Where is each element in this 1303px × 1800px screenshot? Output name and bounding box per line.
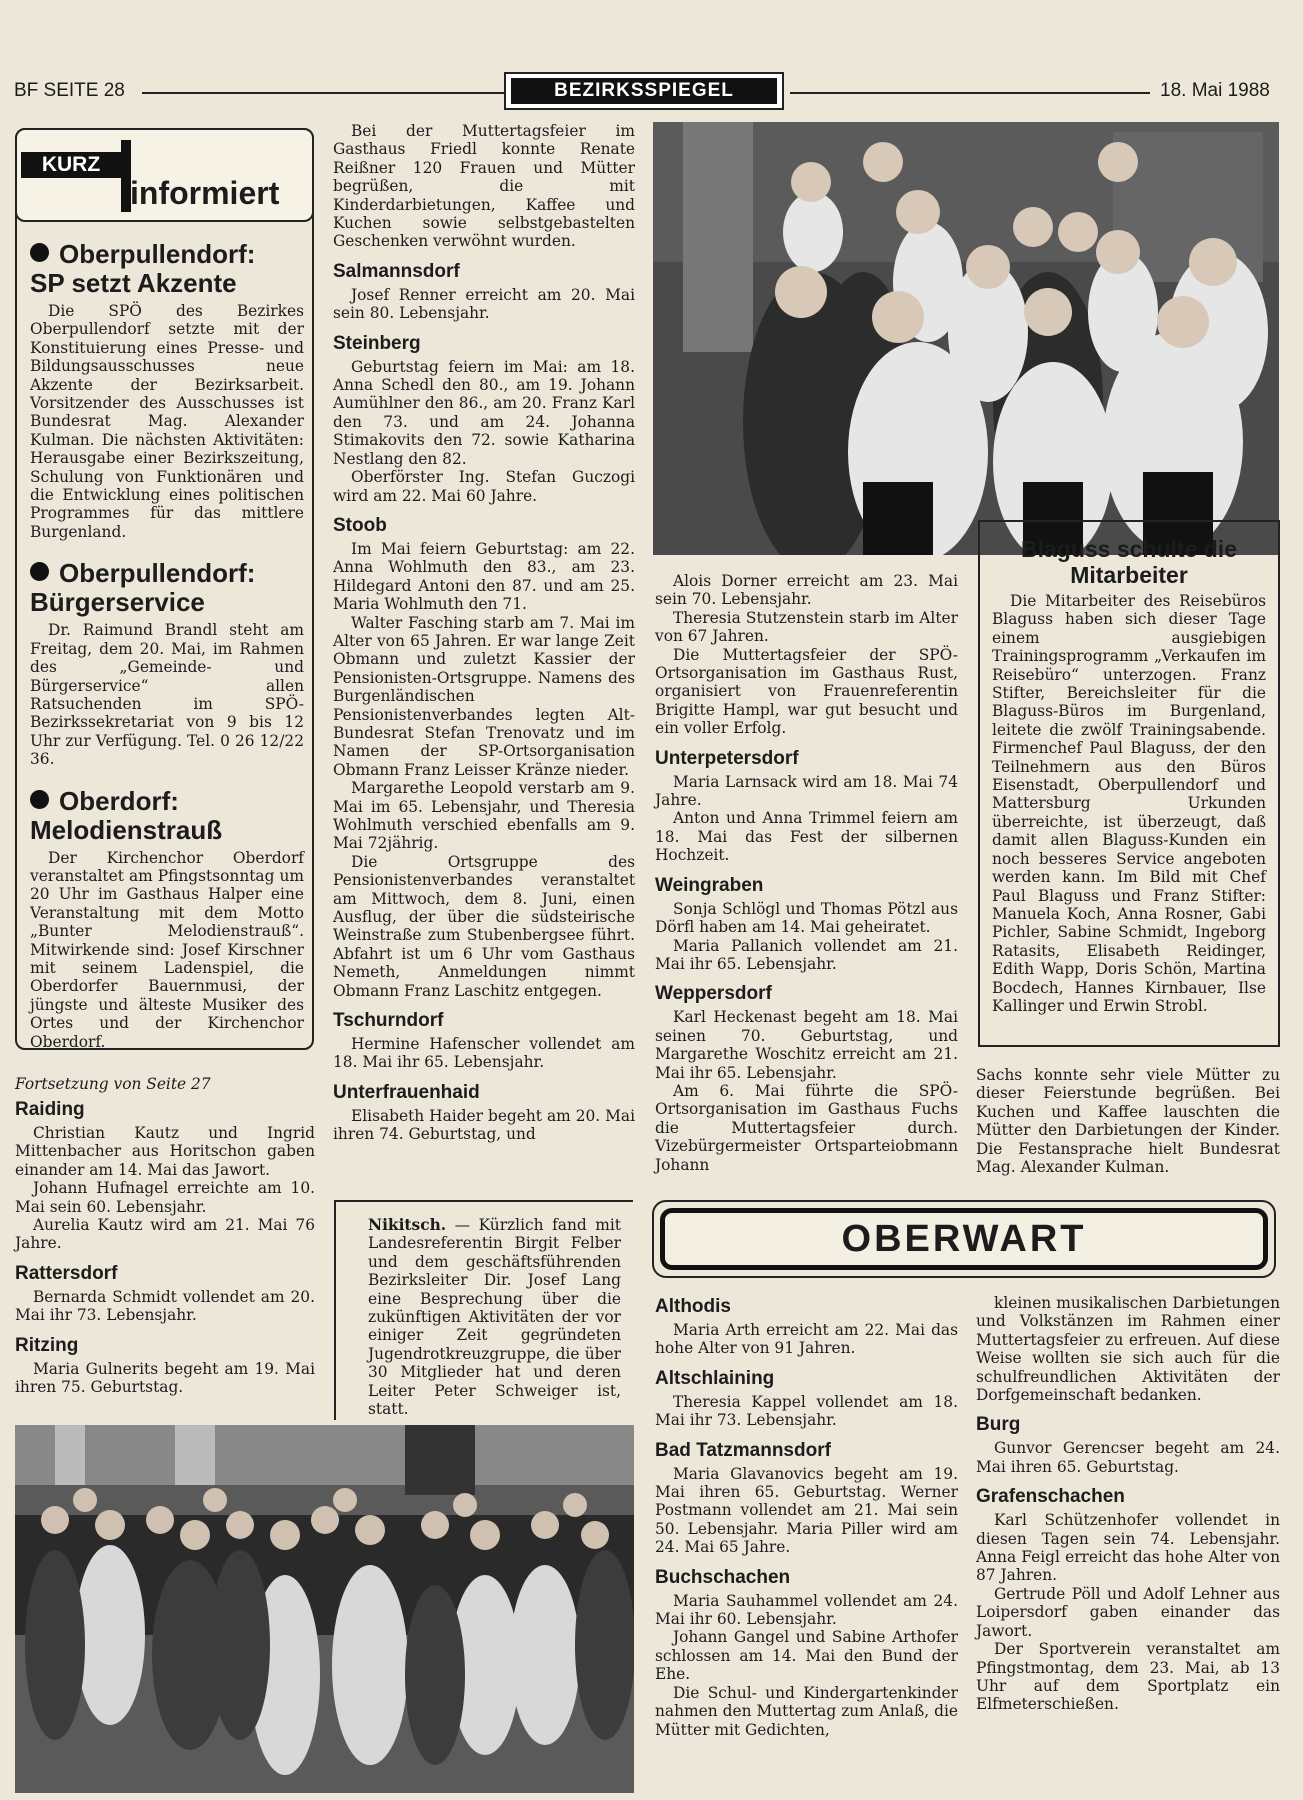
kurz-item-headline: Bürgerservice [30, 587, 205, 618]
page-number: BF SEITE 28 [14, 80, 125, 101]
article-section [333, 333, 635, 505]
section-heading: Steinberg [333, 332, 421, 354]
photo-youth-group [15, 1425, 634, 1793]
header-rule-right [790, 92, 1150, 94]
paragraph: Im Mai feiern Geburtstag: am 22. Anna Wohlmuth den 83., am 23. Hildegard Antoni den 87. und am 25. Maria Wohlmuth den 71. [333, 539, 635, 614]
section-body [655, 773, 958, 865]
section-heading: Grafenschachen [976, 1486, 1125, 1508]
bullet-icon [30, 790, 49, 809]
section-heading: Unterpetersdorf [655, 747, 799, 769]
paragraph: Hermine Hafenscher vollendet am 18. Mai ihr 65. Lebensjahr. [333, 1035, 635, 1072]
section-heading: Burg [976, 1414, 1021, 1436]
section-heading: Salmannsdorf [333, 260, 460, 282]
section-heading: Althodis [655, 1296, 731, 1317]
article-section [15, 1335, 315, 1397]
article-section [655, 1567, 958, 1739]
article-section [333, 1082, 635, 1144]
paragraph: Christian Kautz und Ingrid Mittenbacher aus Horitschon gaben einander am 14. Mai das Jawort. [15, 1124, 315, 1179]
paragraph: Maria Pallanich vollendet am 21. Mai ihr 65. Lebensjahr. [655, 936, 958, 973]
paragraph: Maria Larnsack wird am 18. Mai 74 Jahre. [655, 772, 958, 810]
paragraph: kleinen musikalischen Darbietungen und Volkstänzen im Rahmen einer Muttertagsfeier zu erfreuen. Auf diese Weise wollten sie sich auch für die schulfreundlichen Aktivitäten der Dorfgemeinschaft bedanken. [976, 1294, 1280, 1405]
paragraph: Johann Gangel und Sabine Arthofer schlossen am 14. Mai den Bund der Ehe. [655, 1628, 958, 1684]
paragraph: Am 6. Mai führte die SPÖ-Ortsorganisation im Gasthaus Fuchs die Muttertagsfeier durch. Vizebürgermeister Ortsparteiobmann Johann [655, 1081, 958, 1174]
section-body [655, 1592, 958, 1739]
section-body [15, 1124, 315, 1253]
col1-lower [15, 1075, 315, 1396]
oberwart-left [655, 1296, 958, 1739]
article-section [976, 1414, 1280, 1476]
section-body [655, 900, 958, 974]
paragraph: Maria Gulnerits begeht am 19. Mai ihren 75. Geburtstag. [15, 1359, 315, 1397]
kurz-item-headline: Oberpullendorf: [59, 239, 256, 269]
article-section [655, 1440, 958, 1557]
bullet-icon [30, 243, 49, 262]
section-body [333, 1107, 635, 1144]
article-section [333, 515, 635, 1000]
paragraph: Sonja Schlögl und Thomas Pötzl aus Dörfl haben am 14. Mai geheiratet. [655, 899, 958, 937]
article-section [976, 1486, 1280, 1713]
nikitsch-body: — Kürzlich fand mit Landesreferentin Birgit Felber und dem geschäftsführenden Bezirksleiter Dir. Josef Lang eine Besprechung über die zukünftigen Aktivitäten der vor einiger Zeit gegründeten Jugendrotkreuzgruppe, die über 30 Mitglieder hat und deren Leiter Peter Schweiger ist, statt. [368, 1216, 621, 1419]
oberwart-banner [652, 1200, 1276, 1278]
blaguss-box [978, 520, 1280, 1047]
paragraph: Karl Heckenast begeht am 18. Mai seinen 70. Geburtstag, und Margarethe Woschitz erreicht am 21. Mai ihr 65. Lebensjahr. [655, 1008, 958, 1082]
paragraph: Anton und Anna Trimmel feiern am 18. Mai das Fest der silbernen Hochzeit. [655, 809, 958, 865]
kurz-item-1 [30, 240, 304, 541]
col3-upper [655, 572, 958, 1174]
paragraph: Gunvor Gerencser begeht am 24. Mai ihren 65. Geburtstag. [976, 1439, 1280, 1476]
nikitsch-lead: Nikitsch. [368, 1216, 447, 1234]
paragraph: Geburtstag feiern im Mai: am 18. Anna Schedl den 80., am 19. Johann Aumühlner den 86., am 20. Franz Karl den 73. und am 24. Johanna Stimakovits den 72. sowie Katharina Nestlang den 82. [333, 357, 635, 468]
article-section [333, 122, 635, 251]
oberwart-title: OBERWART [841, 1217, 1087, 1260]
blaguss-text: Die Mitarbeiter des Reisebüros Blaguss haben sich dieser Tage einem ausgiebigen Trainingsprogramm „Verkaufen im Reisebüro“ unterzogen. Franz Stifter, Bereichsleiter für die Blaguss-Büros im Burgenland, leitete die zwölf Trainingsabende. Firmenchef Paul Blaguss, der den Teilnehmern aus den Büros Eisenstadt, Oberpullendorf und Mattersburg Urkunden überreichte, ist überzeugt, daß damit allen Blaguss-Kunden ein noch besseres Service angeboten werden kann. Im Bild mit Chef Paul Blaguss und Franz Stifter: Manuela Koch, Anna Rosner, Gabi Pichler, Sabine Schmidt, Ingeborg Ratasits, Elisabeth Reidinger, Edith Wapp, Doris Schön, Martina Bocdech, Hannes Kirnbauer, Ilse Kallinger und Erwin Strobl. [992, 592, 1266, 1015]
nikitsch-box [334, 1200, 633, 1420]
paragraph: Bernarda Schmidt vollendet am 20. Mai ihr 73. Lebensjahr. [15, 1287, 315, 1325]
kurz-item-text: Dr. Raimund Brandl steht am Freitag, dem 20. Mai, im Rahmen des „Gemeinde- und Bürgerservice“ allen Ratsuchenden im SPÖ-Bezirkssekretariat von 9 bis 12 Uhr zur Verfügung. Tel. 0 26 12/22 36. [30, 621, 304, 769]
section-body [655, 1393, 958, 1430]
article-section [976, 1294, 1280, 1404]
section-body [655, 1465, 958, 1557]
section-heading: Raiding [15, 1099, 85, 1120]
paragraph: Alois Dorner erreicht am 23. Mai sein 70. Lebensjahr. [655, 572, 958, 609]
kurz-item-3 [30, 787, 304, 1051]
paragraph: Theresia Kappel vollendet am 18. Mai ihr 73. Lebensjahr. [655, 1392, 958, 1430]
photo-youth-image [15, 1425, 634, 1793]
article-section [655, 1368, 958, 1430]
section-body [976, 1439, 1280, 1476]
kurz-item-headline: SP setzt Akzente [30, 268, 237, 298]
blaguss-headline: Blaguss schulte die Mitarbeiter [1020, 536, 1237, 588]
photo-blaguss-group [653, 122, 1279, 555]
paragraph: Elisabeth Haider begeht am 20. Mai ihren 74. Geburtstag, und [333, 1106, 635, 1144]
header-rule-left [142, 92, 504, 94]
article-section [333, 1010, 635, 1072]
kurz-item-headline: Melodienstrauß [30, 814, 223, 845]
kurz-tag: KURZ [21, 152, 121, 178]
paragraph: Gertrude Pöll und Adolf Lehner aus Loipersdorf gaben einander das Jawort. [976, 1584, 1280, 1640]
paragraph: Maria Glavanovics begeht am 19. Mai ihren 65. Geburtstag. Werner Postmann vollendet am 21. Mai sein 50. Lebensjahr. Maria Piller wird am 24. Mai 65 Jahre. [655, 1464, 958, 1557]
kurz-items [30, 232, 304, 1051]
paragraph: Josef Renner erreicht am 20. Mai sein 80. Lebensjahr. [333, 285, 635, 323]
section-body [333, 540, 635, 1000]
section-heading: Ritzing [15, 1334, 79, 1356]
section-body [333, 358, 635, 505]
continuation-note: Fortsetzung von Seite 27 [15, 1075, 211, 1093]
section-label: BEZIRKSSPIEGEL [504, 72, 784, 110]
oberwart-right [976, 1294, 1280, 1714]
section-heading: Altschlaining [655, 1367, 775, 1389]
nikitsch-text [368, 1216, 621, 1418]
paragraph: Der Sportverein veranstaltet am Pfingstmontag, dem 23. Mai, ab 13 Uhr auf dem Sportplatz ein Elfmeterschießen. [976, 1640, 1280, 1714]
section-heading: Buchschachen [655, 1566, 791, 1588]
paragraph: Maria Arth erreicht am 22. Mai das hohe Alter von 91 Jahren. [655, 1321, 958, 1358]
section-body [15, 1360, 315, 1397]
section-body [976, 1294, 1280, 1404]
section-body [976, 1511, 1280, 1713]
photo-blaguss-image [653, 122, 1279, 555]
kurz-title-box [15, 128, 314, 222]
article-section [655, 748, 958, 865]
section-heading: Bad Tatzmannsdorf [655, 1439, 831, 1461]
paragraph: Aurelia Kautz wird am 21. Mai 76 Jahre. [15, 1216, 315, 1253]
bullet-icon [30, 562, 49, 581]
issue-date: 18. Mai 1988 [1160, 80, 1270, 101]
section-body [655, 1321, 958, 1358]
paragraph: Karl Schützenhofer vollendet in diesen Tagen sein 74. Lebensjahr. Anna Feigl erreicht das hohe Alter von 87 Jahren. [976, 1511, 1280, 1585]
article-section [655, 983, 958, 1174]
paragraph: Oberförster Ing. Stefan Guczogi wird am 22. Mai 60 Jahre. [333, 468, 635, 505]
section-body [15, 1288, 315, 1325]
article-section [655, 572, 958, 738]
paragraph: Die Muttertagsfeier der SPÖ-Ortsorganisation im Gasthaus Rust, organisiert von Frauenreferentin Brigitte Hampl, war gut besucht und ein voller Erfolg. [655, 645, 958, 738]
section-heading: Stoob [333, 514, 387, 536]
section-heading: Unterfrauenhaid [333, 1081, 480, 1103]
section-heading: Weingraben [655, 874, 764, 896]
article-section [15, 1263, 315, 1325]
section-heading: Tschurndorf [333, 1010, 444, 1032]
kurz-item-2 [30, 559, 304, 768]
col4-continuation: Sachs konnte sehr viele Mütter zu dieser Feierstunde begrüßen. Bei Kuchen und Kaffee lauschten die Mütter den Darbietungen der Kinder. Die Festansprache hielt Bundesrat Mag. Alexander Kulman. [976, 1066, 1280, 1177]
paragraph: Theresia Stutzenstein starb im Alter von 67 Jahren. [655, 608, 958, 646]
paragraph: Margarethe Leopold verstarb am 9. Mai im 65. Lebensjahr, und Theresia Wohlmuth verschied ebenfalls am 9. Mai 72jährig. [333, 779, 635, 853]
article-section [333, 261, 635, 323]
paragraph: Bei der Muttertagsfeier im Gasthaus Friedl konnte Renate Reißner 120 Frauen und Mütter begrüßen, die mit Kinderdarbietungen, Kaffee und Kuchen sowie selbstgebastelten Geschenken verwöhnt wurden. [333, 122, 635, 251]
article-section [655, 1296, 958, 1358]
paragraph: Die Ortsgruppe des Pensionistenverbandes veranstaltet am Mittwoch, dem 8. Juni, einen Ausflug, der über die südsteirische Weinstraße zum Stubenbergsee führt. Abfahrt ist um 6 Uhr vom Gasthaus Nemeth, Anmeldungen nimmt Obmann Franz Laschitz entgegen. [333, 852, 635, 1000]
kurz-item-text: Die SPÖ des Bezirkes Oberpullendorf setzte mit der Konstituierung eines Presse- und Bildungsausschusses neue Akzente der Bezirksarbeit. Vorsitzender des Ausschusses ist Bundesrat Mag. Alexander Kulman. Die nächsten Aktivitäten: Herausgabe einer Bezirkszeitung, Schulung von Funktionären und die Entwicklung eines politischen Programmes für das mittlere Burgenland. [30, 302, 304, 541]
section-body [655, 572, 958, 738]
paragraph: Walter Fasching starb am 7. Mai im Alter von 65 Jahren. Er war lange Zeit Obmann und zuletzt Kassier der Pensionisten-Ortsgruppe. Namens des Burgenländischen Pensionistenverbandes legten Alt-Bundesrat Stefan Trenovatz und im Namen der SP-Ortsorganisation Obmann Franz Leisser Kränze nieder. [333, 613, 635, 779]
section-body [333, 1035, 635, 1072]
article-section [15, 1099, 315, 1253]
section-heading: Weppersdorf [655, 983, 772, 1005]
article-section [655, 875, 958, 974]
section-body [333, 286, 635, 323]
paragraph: Die Schul- und Kindergartenkinder nahmen den Muttertag zum Anlaß, die Mütter mit Gedichten, [655, 1683, 958, 1739]
col2 [333, 122, 635, 1144]
section-body [655, 1008, 958, 1174]
kurz-item-headline: Oberdorf: [59, 785, 179, 816]
kurz-item-text: Der Kirchenchor Oberdorf veranstaltet am Pfingstsonntag um 20 Uhr im Gasthaus Halper eine Veranstaltung mit dem Motto „Bunter Melodienstrauß“. Mitwirkende sind: Josef Kirschner mit seinem Ladenspiel, die Oberdorfer Bauernmusi, der jüngste und älteste Musiker des Ortes und der Kirchenchor Oberdorf. [30, 848, 304, 1051]
kurz-title: informiert [130, 175, 280, 211]
paragraph: Maria Sauhammel vollendet am 24. Mai ihr 60. Lebensjahr. [655, 1591, 958, 1629]
paragraph: Johann Hufnagel erreichte am 10. Mai sein 60. Lebensjahr. [15, 1179, 315, 1216]
kurz-item-headline: Oberpullendorf: [59, 558, 256, 589]
section-heading: Rattersdorf [15, 1262, 118, 1284]
section-body [333, 122, 635, 251]
